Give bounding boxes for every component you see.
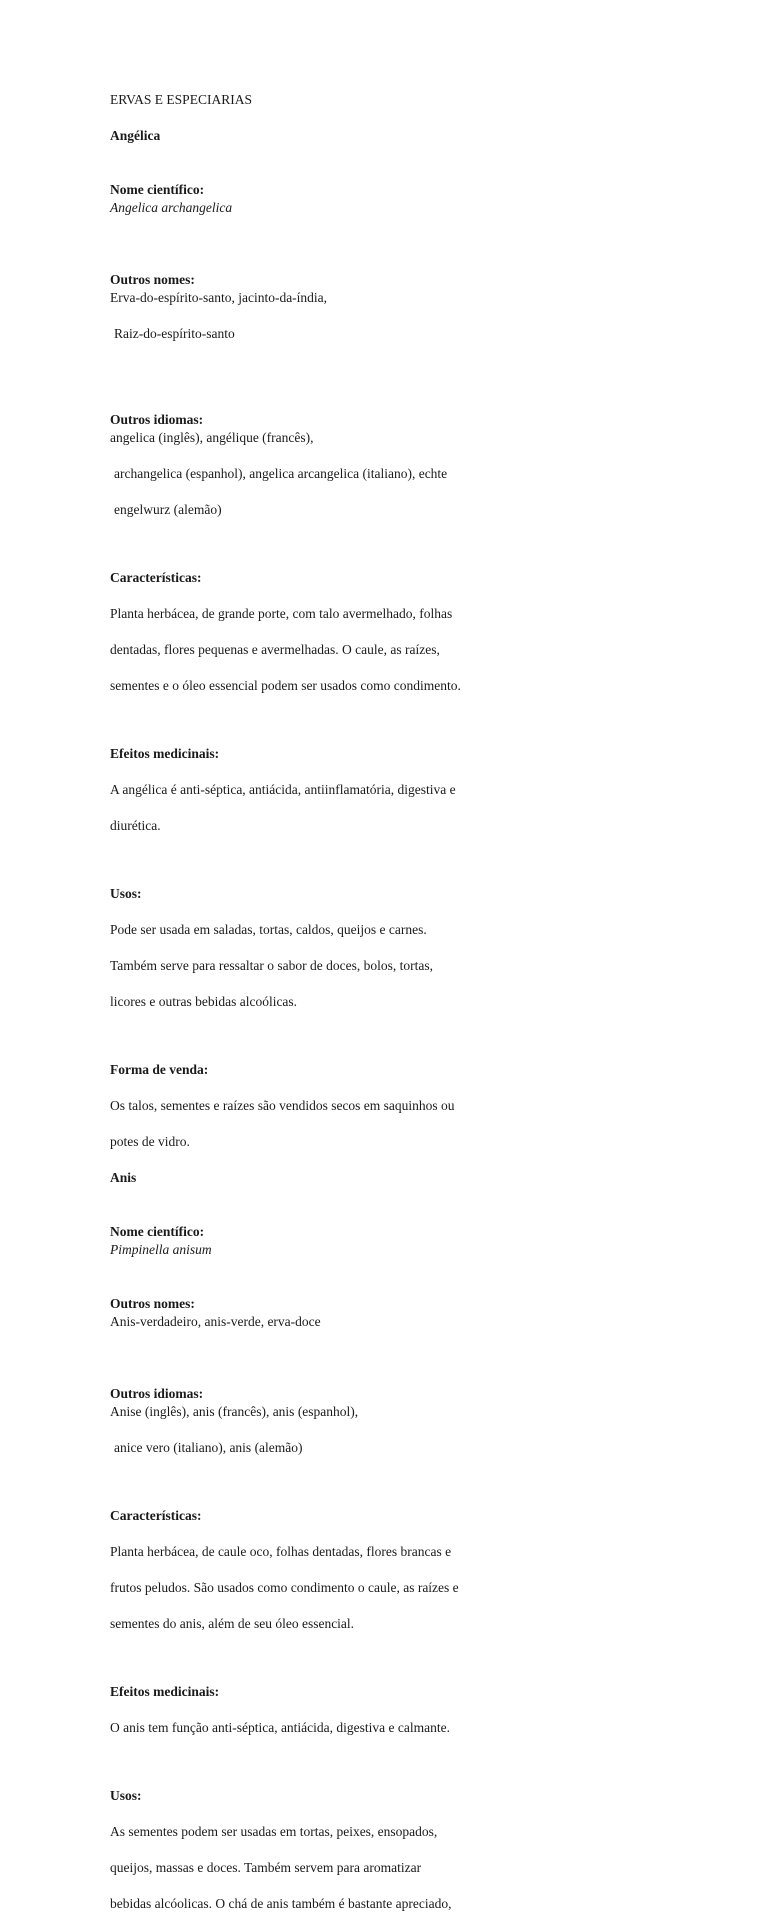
herb-title-anis: Anis [110, 1170, 137, 1185]
characteristics-line-1: Planta herbácea, de caule oco, folhas dentadas, flores brancas e [110, 1544, 452, 1559]
other-languages-line-1: Anise (inglês), anis (francês), anis (espanhol), [110, 1404, 359, 1419]
sale-form-field [110, 1043, 530, 1169]
uses-line-1: Pode ser usada em saladas, tortas, caldos, queijos e carnes. [110, 922, 427, 937]
characteristics-label: Características: [110, 1508, 202, 1523]
other-names-line-1: Erva-do-espírito-santo, jacinto-da-índia, [110, 290, 328, 305]
sale-form-label: Forma de venda: [110, 1062, 209, 1077]
medicinal-effects-field [110, 727, 530, 853]
other-languages-line-2: anice vero (italiano), anis (alemão) [114, 1440, 303, 1455]
scientific-name-field [110, 163, 530, 217]
scientific-name-value: Pimpinella anisum [110, 1242, 212, 1257]
uses-field [110, 1769, 530, 1931]
characteristics-field [110, 551, 530, 713]
uses-line-1: As sementes podem ser usadas em tortas, peixes, ensopados, [110, 1824, 438, 1839]
other-languages-field [110, 1349, 530, 1475]
scientific-name-label: Nome científico: [110, 182, 205, 197]
characteristics-line-1: Planta herbácea, de grande porte, com talo avermelhado, folhas [110, 606, 453, 621]
uses-label: Usos: [110, 886, 142, 901]
characteristics-line-2: frutos peludos. São usados como condimento o caule, as raízes e [110, 1580, 459, 1595]
medicinal-effects-label: Efeitos medicinais: [110, 1684, 220, 1699]
other-names-line-2: Raiz-do-espírito-santo [114, 326, 235, 341]
other-names-field [110, 235, 530, 361]
sale-form-line-2: potes de vidro. [110, 1134, 190, 1149]
scientific-name-field [110, 1205, 530, 1259]
other-names-label: Outros nomes: [110, 272, 195, 287]
characteristics-label: Características: [110, 570, 202, 585]
medicinal-effects-label: Efeitos medicinais: [110, 746, 220, 761]
uses-line-3: bebidas alcóolicas. O chá de anis também é bastante apreciado, [110, 1896, 452, 1911]
scientific-name-value: Angelica archangelica [110, 200, 233, 215]
characteristics-line-3: sementes e o óleo essencial podem ser usados como condimento. [110, 678, 461, 693]
medicinal-effects-line-1: O anis tem função anti-séptica, antiácida, digestiva e calmante. [110, 1720, 450, 1735]
uses-line-3: licores e outras bebidas alcoólicas. [110, 994, 298, 1009]
characteristics-line-3: sementes do anis, além de seu óleo essencial. [110, 1616, 355, 1631]
medicinal-effects-line-2: diurética. [110, 818, 161, 833]
other-languages-label: Outros idiomas: [110, 412, 204, 427]
scientific-name-label: Nome científico: [110, 1224, 205, 1239]
other-names-label: Outros nomes: [110, 1296, 195, 1311]
sale-form-line-1: Os talos, sementes e raízes são vendidos secos em saquinhos ou [110, 1098, 455, 1113]
herb-title-angelica: Angélica [110, 128, 161, 143]
other-names-field [110, 1277, 530, 1331]
uses-line-2: Também serve para ressaltar o sabor de doces, bolos, tortas, [110, 958, 433, 973]
uses-line-2: queijos, massas e doces. Também servem para aromatizar [110, 1860, 422, 1875]
other-languages-field [110, 375, 530, 537]
characteristics-field [110, 1489, 530, 1651]
uses-label: Usos: [110, 1788, 142, 1803]
other-languages-line-2: archangelica (espanhol), angelica arcangelica (italiano), echte [114, 466, 448, 481]
medicinal-effects-field [110, 1665, 530, 1755]
other-names-line-1: Anis-verdadeiro, anis-verde, erva-doce [110, 1314, 321, 1329]
uses-field [110, 867, 530, 1029]
document-title: ERVAS E ESPECIARIAS [110, 92, 252, 107]
other-languages-label: Outros idiomas: [110, 1386, 204, 1401]
medicinal-effects-line-1: A angélica é anti-séptica, antiácida, antiinflamatória, digestiva e [110, 782, 456, 797]
characteristics-line-2: dentadas, flores pequenas e avermelhadas. O caule, as raízes, [110, 642, 440, 657]
document-page [110, 91, 530, 1931]
other-languages-line-1: angelica (inglês), angélique (francês), [110, 430, 314, 445]
other-languages-line-3: engelwurz (alemão) [114, 502, 222, 517]
